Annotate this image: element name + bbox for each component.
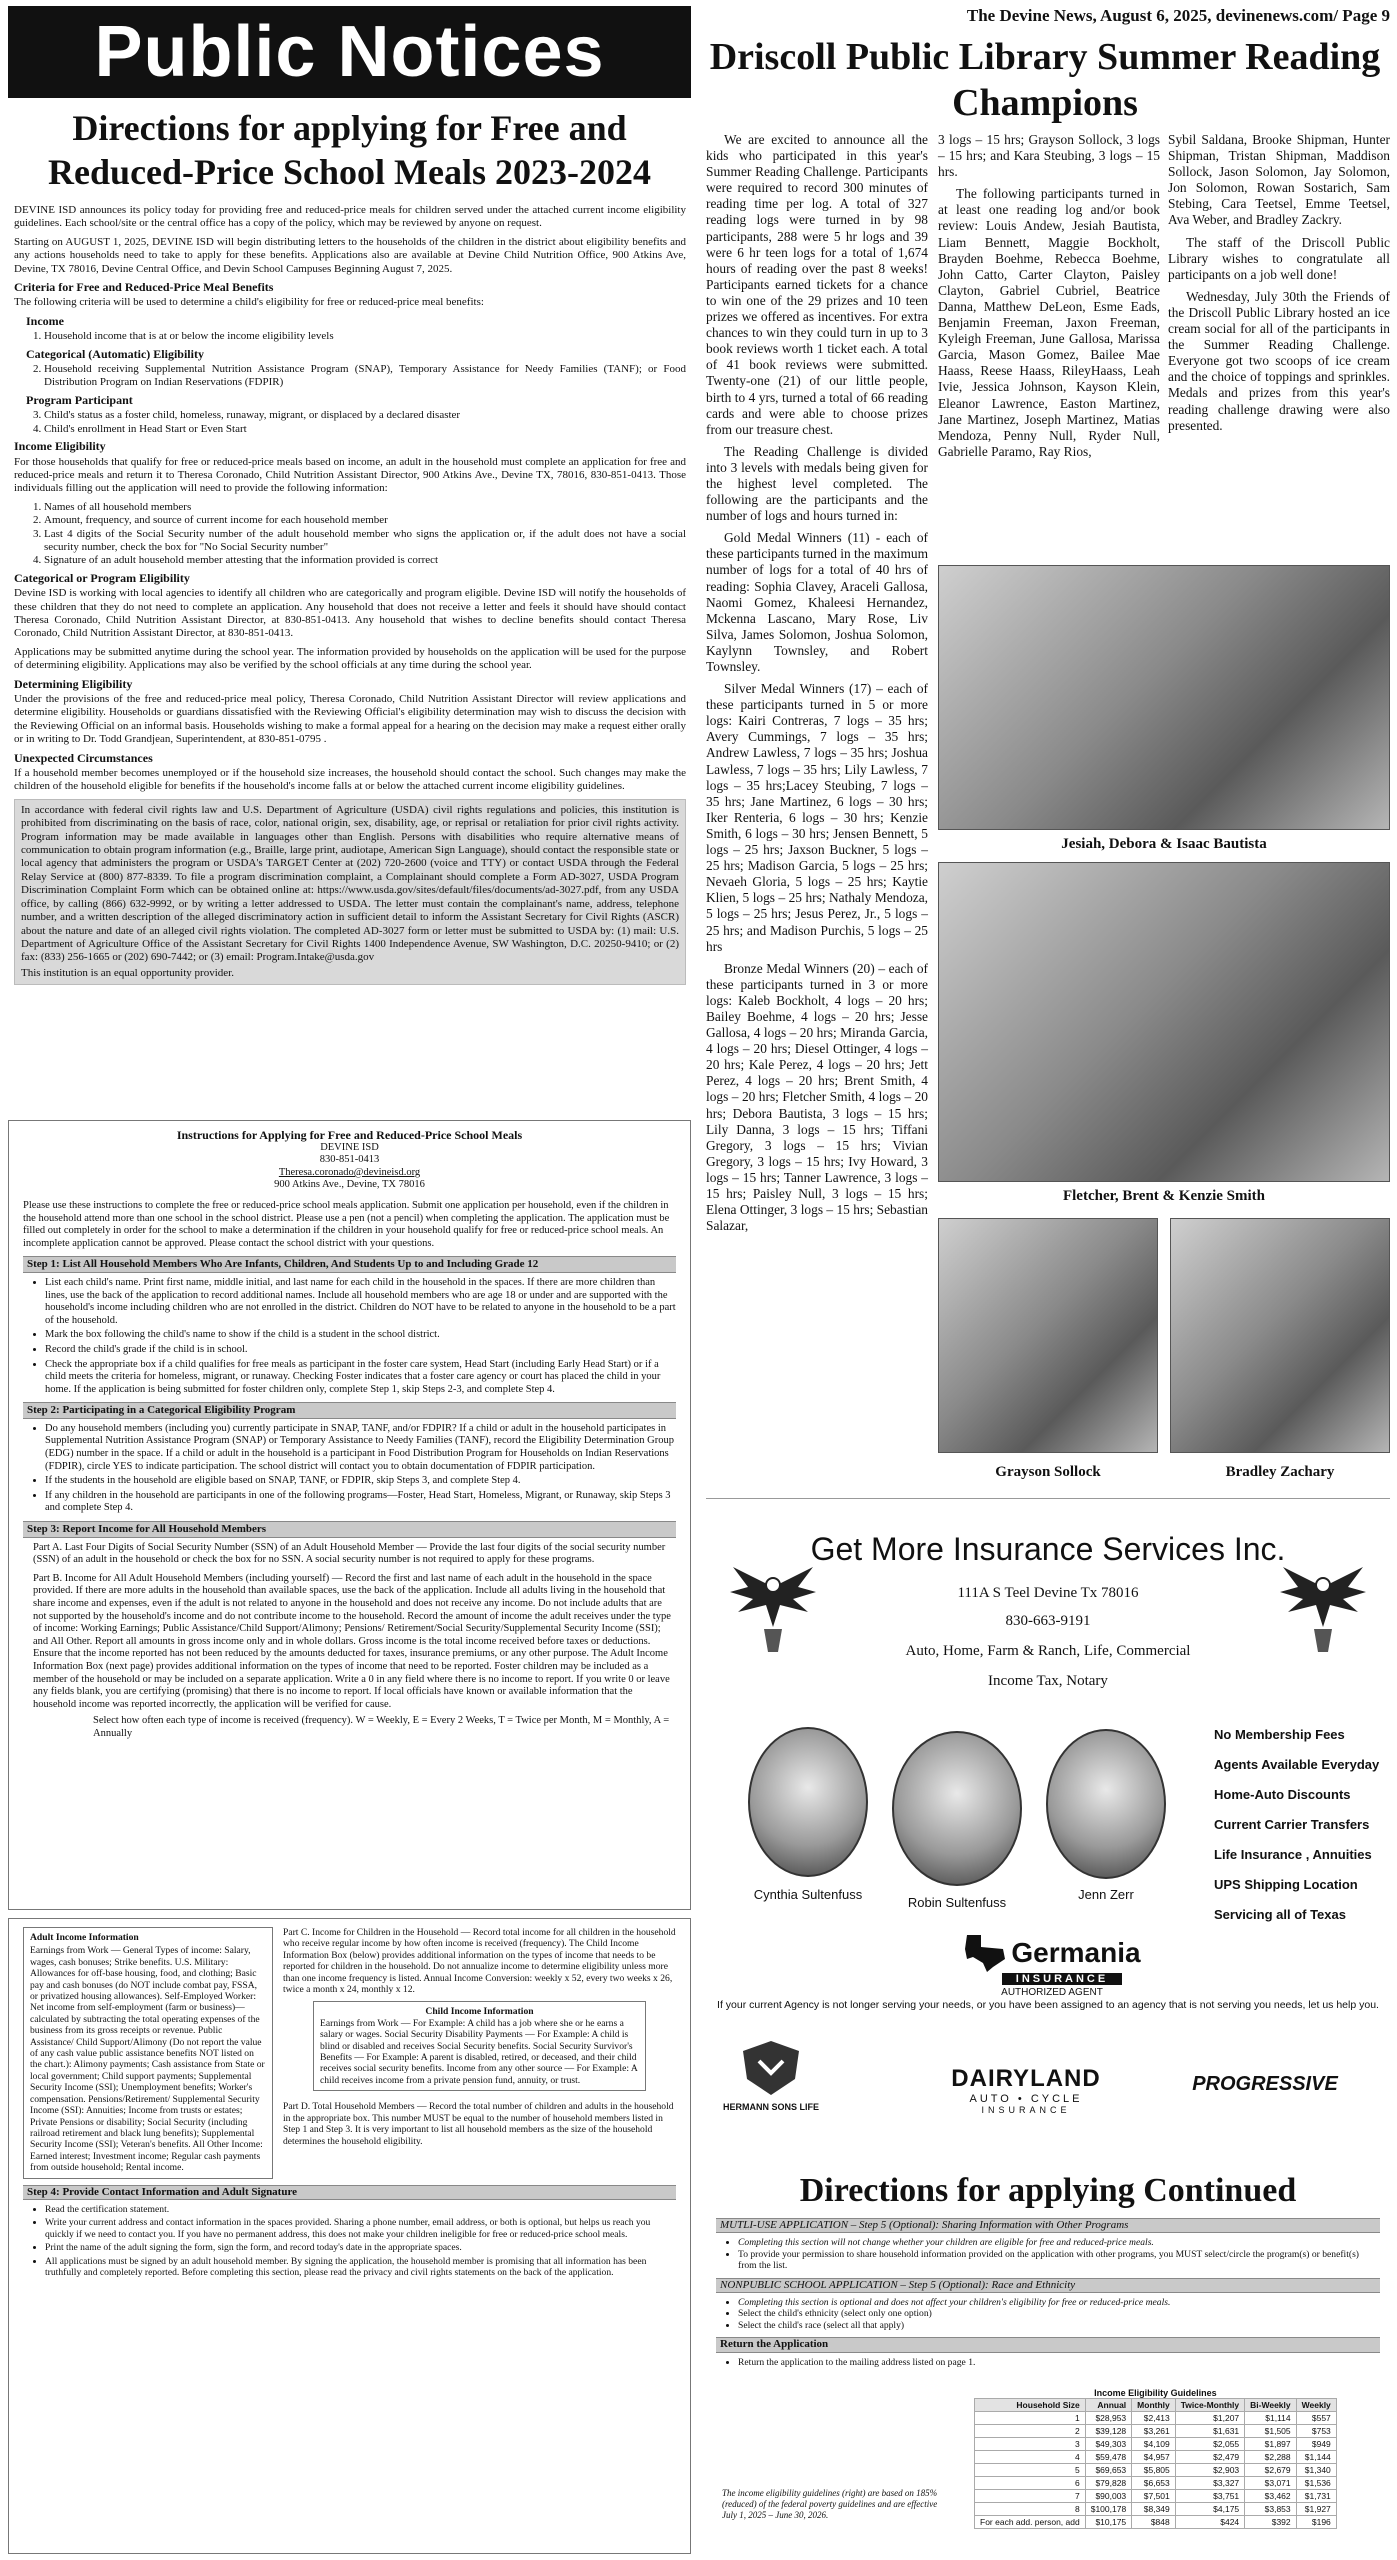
categorical-list: [44, 363, 686, 390]
list-item: • Do any household members (including you) currently participate in SNAP, TANF, and/or FDPIR? If a child or adult in the household participates in Supplemental Nutrition Assistance Program (SNAP) or Temporary Assistance to Needy Families (TANF), record the Eligibility Determination Group (EDG) number in the space. If a child or adult in the household is a participant in Food Distribution Program for Households on Indian Reservations (FDPIR), circle YES to indicate participation. The school district will contact you to obtain documentation of FDPIR participation.: [45, 1423, 676, 1473]
table-header-cell: Twice-Monthly: [1175, 2399, 1244, 2412]
hermann-sons-label: HERMANN SONS LIFE: [722, 2102, 819, 2112]
table-cell: $392: [1245, 2516, 1296, 2529]
table-cell: $1,505: [1245, 2425, 1296, 2438]
eagle-logo-right: [1278, 1557, 1368, 1657]
table-cell: 3: [975, 2438, 1086, 2451]
list-item: 2. Amount, frequency, and source of current income for each household member: [44, 514, 686, 527]
table-cell: $196: [1296, 2516, 1336, 2529]
income-eligibility-list: [44, 501, 686, 568]
intro-paragraph-1: DEVINE ISD announces its policy today for providing free and reduced-price meals for children served under the attached current income eligibility guidelines. Each school/site or the central office has a copy of the policy, which may be reviewed by anyone on request.: [14, 204, 686, 230]
instructions-intro: Please use these instructions to complete the free or reduced-price school meals application. Submit one application per household, even if the children in the household attend more than one school in the school district. Please use a pen (not a pencil) when completing the application. The application must be filled out completely in order for the school to make a determination if the children in your household qualify for free or reduced-price school meals. An incomplete application cannot be approved. Please contact the school district with your questions.: [23, 1199, 670, 1249]
paragraph: The staff of the Driscoll Public Library wishes to congratulate all participants on a job well done!: [1168, 234, 1390, 282]
district-address: 900 Atkins Ave., Devine, TX 78016: [274, 1179, 425, 1191]
dairyland-sub-2: INSURANCE: [981, 2105, 1071, 2115]
agency-tax: Income Tax, Notary: [988, 1673, 1108, 1689]
table-note: The income eligibility guidelines (right) are based on 185% (reduced) of the federal poverty guidelines and are effective July 1, 2025 – June 30, 2026.: [722, 2488, 938, 2520]
step-4-bar: Step 4: Provide Contact Information and Adult Signature: [23, 2185, 676, 2200]
step-5-nonpublic-bar: NONPUBLIC SCHOOL APPLICATION – Step 5 (Optional): Race and Ethnicity: [716, 2278, 1380, 2293]
income-guidelines: [974, 2388, 1337, 2529]
adult-income-box: [23, 1927, 273, 2179]
table-cell: $1,536: [1296, 2477, 1336, 2490]
paragraph: Silver Medal Winners (17) – each of these participants turned in 5 or more logs: Kairi Contreras, 7 logs – 35 hrs; Avery Cummings, 7 logs – 35 hrs; Andrew Lawless, 7 logs – 35 hrs; Joshua Lawless, 7 logs – 35 hrs; Lily Lawless, 7 logs – 35 hrs;Lacey Steubing, 7 logs – 35 hrs; Jane Martinez, 6 logs – 30 hrs; Iker Renteria, 6 logs – 30 hrs; Kenzie Smith, 6 logs – 30 hrs; Jensen Bennett, 5 logs – 25 hrs; Jaxson Buckner, 5 logs – 25 hrs; Madison Garcia, 5 logs – 25 hrs; Nevaeh Gloria, 5 logs – 25 hrs; Kaytie Klien, 5 logs – 25 hrs; Nathaly Mendoza, 5 logs – 25 hrs; Jesus Perez, Jr., 5 logs – 25 hrs; and Madison Purchis, 5 logs – 25 hrs: [706, 681, 928, 954]
table-cell: $949: [1296, 2438, 1336, 2451]
list-item: • List each child's name. Print first name, middle initial, and last name for each child in the household in the spaces. If there are more children than lines, use the back of the application to record additional names. Include all household members who are age 18 or under and are supported with the household's income including children who are not enrolled in the district. Children do NOT have to be related to anyone in the household to be a part of the household.: [45, 1277, 676, 1327]
district-email[interactable]: Theresa.coronado@devineisd.org: [278, 1166, 421, 1178]
table-cell: $557: [1296, 2412, 1336, 2425]
table-header-cell: Household Size: [975, 2399, 1086, 2412]
table-cell: 1: [975, 2412, 1086, 2425]
table-cell: $2,413: [1132, 2412, 1176, 2425]
caption-sollock: Grayson Sollock: [995, 1464, 1101, 1480]
table-cell: $1,114: [1245, 2412, 1296, 2425]
step-5-multi-use-list: [738, 2237, 1380, 2271]
income-eligibility-paragraph: For those households that qualify for free or reduced-price meals based on income, an adult in the household must complete an application for free and reduced-price meals and return it to Theresa Coronado, Child Nutrition Assistant Director, 900 Atkins Ave., Devine TX, 78016, 830-851-0413. Those individuals filling out the application will need to provide the following information:: [14, 455, 686, 495]
categorical-program-heading: Categorical or Program Eligibility: [14, 570, 190, 585]
income-eligibility-table: [974, 2398, 1337, 2529]
table-cell: $49,303: [1085, 2438, 1131, 2451]
dairyland-sub: AUTO • CYCLE: [969, 2093, 1083, 2105]
table-cell: $3,071: [1245, 2477, 1296, 2490]
germania-sub: INSURANCE: [1002, 1973, 1122, 1985]
person-name: Robin Sultenfuss: [907, 1895, 1007, 1910]
step-5-nonpublic-list: [738, 2297, 1380, 2331]
photo-bautista: [938, 565, 1390, 830]
table-cell: 7: [975, 2490, 1086, 2503]
table-row: [975, 2516, 1337, 2529]
adult-income-box-title: Adult Income Information: [30, 1932, 139, 1943]
list-item: • To provide your permission to share household information provided on the application with other programs, you MUST select/circle the program(s) or benefit(s) from the list.: [738, 2249, 1380, 2272]
table-cell: $69,653: [1085, 2464, 1131, 2477]
table-cell: For each add. person, add: [975, 2516, 1086, 2529]
table-row: [975, 2451, 1337, 2464]
table-row: [975, 2477, 1337, 2490]
table-cell: $39,128: [1085, 2425, 1131, 2438]
return-list: [738, 2357, 1380, 2368]
table-cell: $1,731: [1296, 2490, 1336, 2503]
texas-shape-icon: [963, 1933, 1007, 1973]
avatar: [892, 1731, 1022, 1886]
table-cell: $5,805: [1132, 2464, 1176, 2477]
table-cell: $3,462: [1245, 2490, 1296, 2503]
library-column-3: [1168, 132, 1390, 440]
table-cell: $3,327: [1175, 2477, 1244, 2490]
income-list: [44, 330, 686, 343]
determining-eligibility-heading: Determining Eligibility: [14, 676, 133, 691]
table-cell: $4,175: [1175, 2503, 1244, 2516]
part-b-frequency: Select how often each type of income is received (frequency). W = Weekly, E = Every 2 Weeks, T = Twice per Month, M = Monthly, A = Annually: [93, 1715, 670, 1739]
table-cell: $1,631: [1175, 2425, 1244, 2438]
table-cell: $100,178: [1085, 2503, 1131, 2516]
criteria-paragraph: The following criteria will be used to determine a child's eligibility for free or reduced-price meal benefits:: [14, 296, 484, 309]
feature-item: Home-Auto Discounts: [1214, 1787, 1351, 1802]
table-cell: $90,003: [1085, 2490, 1131, 2503]
table-cell: 8: [975, 2503, 1086, 2516]
program-heading: Program Participant: [26, 392, 133, 407]
agency-notice: If your current Agency is not longer serving your needs, or you have been assigned to an agency that is not serving you needs, let us help you.: [717, 1999, 1379, 2011]
list-item: • If the students in the household are eligible based on SNAP, TANF, or FDPIR, skip Steps 3, and complete Step 4.: [45, 1475, 676, 1488]
table-cell: $848: [1132, 2516, 1176, 2529]
list-item: • All applications must be signed by an adult household member. By signing the application, the household member is promising that all information has been truthfully and completely reported. Before completing this section, please read the privacy and civil rights statements on the back of the application.: [45, 2256, 676, 2279]
list-item: • Select the child's race (select all that apply): [738, 2320, 1380, 2331]
instructions-form: [8, 1120, 691, 1910]
return-application-bar: Return the Application: [716, 2337, 1380, 2352]
authorized-agent: AUTHORIZED AGENT: [1001, 1987, 1103, 1998]
step-1-bar: Step 1: List All Household Members Who Are Infants, Children, And Students Up to and Including Grade 12: [23, 1256, 676, 1273]
table-cell: $59,478: [1085, 2451, 1131, 2464]
criteria-heading: Criteria for Free and Reduced-Price Meal Benefits: [14, 280, 274, 295]
table-cell: $1,897: [1245, 2438, 1296, 2451]
list-item: 2. Household receiving Supplemental Nutrition Assistance Program (SNAP), Temporary Assistance for Needy Families (TANF); or Food Distribution Program on Indian Reservations (FDPIR): [44, 363, 686, 390]
table-cell: $7,501: [1132, 2490, 1176, 2503]
list-item: • Return the application to the mailing address listed on page 1.: [738, 2357, 1380, 2368]
child-income-box-title: Child Income Information: [425, 2006, 534, 2018]
step-5-multi-use-bar: MUTLI-USE APPLICATION – Step 5 (Optional): Sharing Information with Other Programs: [716, 2218, 1380, 2233]
step-2-list: [45, 1423, 676, 1515]
dairyland-logo: [926, 2065, 1126, 2115]
table-cell: $10,175: [1085, 2516, 1131, 2529]
photo-smith: [938, 862, 1390, 1182]
step-3-bar: Step 3: Report Income for All Household Members: [23, 1521, 676, 1538]
unexpected-circumstances-heading: Unexpected Circumstances: [14, 750, 153, 765]
paragraph: The Reading Challenge is divided into 3 levels with medals being given for the highest level completed. The following are the participants and the number of logs and hours turned in:: [706, 443, 928, 524]
table-cell: $79,828: [1085, 2477, 1131, 2490]
list-item: 4. Signature of an adult household member attesting that the information provided is correct: [44, 554, 686, 567]
table-cell: $8,349: [1132, 2503, 1176, 2516]
avatar: [1046, 1729, 1166, 1879]
list-item: • Record the child's grade if the child is in school.: [45, 1344, 676, 1357]
table-header-cell: Bi-Weekly: [1245, 2399, 1296, 2412]
list-item: • Select the child's ethnicity (select only one option): [738, 2308, 1380, 2319]
part-d-text: Part D. Total Household Members — Record the total number of children and adults in the household in the appropriate box. This number MUST be equal to the number of household members listed in Step 1 and Step 3. It is very important to list all household members as the size of the household determines the household eligibility.: [283, 2101, 674, 2147]
person-name: Jenn Zerr: [1078, 1887, 1134, 1902]
adult-income-box-text: Earnings from Work — General Types of income: Salary, wages, cash bonuses; Strike benefits. U.S. Military: Allowances for off-base housing, food, and clothing; Basic pay and cash bonuses (do NOT include combat pay, FSSA, or privatized housing allowances). Self-Employed Worker: Net income from self-employment (farm or business)—calculated by subtracting the total operating expenses of the business from its gross receipts or revenue. Public Assistance/ Child Support/Alimony (Do not report the value of any cash value public assistance benefits NOT listed on the chart.): Alimony payments; Cash assistance from State or local government; Child support payments; Supplemental Security Income (SSI); Unemployment benefits; Worker's compensation. Pensions/Retirement/ Supplemental Security Income (SSI): Annuities; Income from trusts or estates; Private Pensions or disability; Social Security (including railroad retirement and black lung benefits); Supplemental Security Income (SSI); Veteran's benefits. All Other Income: Earned interest; Investment income; Regular cash payments from outside household; Rental income.: [30, 1945, 265, 2174]
paragraph: The following participants turned in at least one reading log and/or book review: Louis Andew, Jesiah Bautista, Liam Bennett, Maggie Bockholt, Brayden Boehme, Rebecca Boehme, John Catto, Carter Clayton, Paisley Clayton, Gabriel Cubriel, Beatrice Danna, Matthew DeLeon, Esme Eads, Benjamin Freeman, Jaxon Freeman, Kyleigh Freeman, June Gallosa, Marissa Garcia, Mason Gomez, Bailee Mae Haass, Reese Haass, RileyHaass, Leah Ivie, Jessica Johnson, Kayson Klein, Eleanor Lawrence, Easton Martinez, Jane Martinez, Joseph Martinez, Matias Mendoza, Penny Null, Ryder Null, Gabrielle Paramo, Ray Rios,: [938, 186, 1160, 459]
determining-eligibility-paragraph: Under the provisions of the free and reduced-price meal policy, Theresa Coronado, Child Nutrition Assistant Director will review applications and determine eligibility. Households or guardians dissatisfied with the Reviewing Official's eligibility determination may wish to discuss the decision with the Reviewing Official on an informal basis. Households wishing to make a formal appeal for a hearing on the decision may make a request either orally or in writing to Dr. Todd Grandjean, Superintendent, at 830-851-0795 .: [14, 693, 686, 746]
caption-zachary: Bradley Zachary: [1225, 1464, 1335, 1480]
child-income-box-text: Earnings from Work — For Example: A child has a job where she or he earns a salary or wages. Social Security Disability Payments — For Example: A child is blind or disabled and receives Social Security benefits. Social Security Survivor's Benefits — For Example: A parent is disabled, retired, or deceased, and their child receives social security benefits. Income from any other source — For Example: A child receives income from a private pension fund, annuity, or trust.: [320, 2017, 638, 2086]
table-cell: 4: [975, 2451, 1086, 2464]
paragraph: Sybil Saldana, Brooke Shipman, Hunter Shipman, Tristan Shipman, Maddison Sollock, Jason Solomon, Jay Solomon, Jon Solomon, Rowan Sostarich, Sam Stebing, Cara Teetsel, Emme Teetsel, Ava Weber, and Bradley Zackry.: [1168, 132, 1390, 228]
district-phone: 830-851-0413: [319, 1154, 380, 1166]
table-cell: $3,261: [1132, 2425, 1176, 2438]
part-b-text: Part B. Income for All Adult Household Members (including yourself) — Record the first and last name of each adult in the household in the space provided. If there are more adults in the household than available spaces, use the back of the application. Include all adults living in the household that share income and expenses, even if the adult is not related to anyone in the household and does not receive any income. Do not include adults that are not supported by the household's income and do not contribute income to the household. Record the amount of income the adult receives under the type of income: Working Earnings; Public Assistance/Child Support/Alimony; Pensions/ Retirement/Social Security/Supplemental Security Income (SSI); and All Other. Report all amounts in gross income only and in whole dollars. Gross income is the total income received before taxes or deductions. Ensure that the income reported has not been reduced by the amounts deducted for taxes, insurance premiums, or any other purpose. The Adult Income Information Box (next page) provides additional information on the types of income that need to be reported. Foster children may be included as a member of the household or may be included on a separate application. Write a 0 in any field where there is no income to report. If you write 0 or leave any fields blank, you are certifying (promising) that there is no income to report. If local officials have known or available information that the household income was reported incorrectly, the application will be verified for cause.: [33, 1572, 671, 1710]
library-column-1: [706, 132, 928, 1240]
table-row: [975, 2503, 1337, 2516]
table-header-cell: Weekly: [1296, 2399, 1336, 2412]
part-c-text: Part C. Income for Children in the Household — Record total income for all children in the household who receive regular income by how often income is received (frequency). The Child Income Information Box (below) provides additional information on the types of income that needs to be reported for children in the household. Do not annualize income to determine eligibility unless more than one income frequency is listed. Annual Income Conversion: weekly x 52, every two weeks x 26, twice a month x 24, monthly x 12.: [283, 1927, 676, 1996]
unexpected-circumstances-paragraph: If a household member becomes unemployed or if the household size increases, the household should contact the school. Such changes may make the children of the household eligible for benefits if the household's income falls at or below the attached current income eligibility guidelines.: [14, 767, 686, 793]
step-4-list: [45, 2204, 676, 2278]
germania-logo: [942, 1933, 1162, 1998]
table-cell: $424: [1175, 2516, 1244, 2529]
part-a-text: Part A. Last Four Digits of Social Security Number (SSN) of an Adult Household Member — Provide the last four digits of the social security number (SSN) of an adult in the household or check the box for no SSN. A social security number is not required to apply for these programs.: [33, 1541, 666, 1566]
list-item: 4. Child's enrollment in Head Start or Even Start: [44, 423, 686, 436]
agency-phone: 830-663-9191: [1005, 1613, 1091, 1629]
continued-title: Directions for applying Continued: [799, 2172, 1297, 2209]
table-row: [975, 2490, 1337, 2503]
table-header-cell: Monthly: [1132, 2399, 1176, 2412]
instructions-form-continued: [8, 1918, 691, 2554]
table-cell: $753: [1296, 2425, 1336, 2438]
feature-item: Servicing all of Texas: [1214, 1907, 1346, 1922]
directions-notice: [14, 204, 686, 985]
photo-sollock: [938, 1218, 1158, 1453]
directions-title: Directions for applying for Free and Reduced-Price School Meals 2023-2024: [48, 108, 651, 192]
list-item: • If any children in the household are participants in one of the following programs—Foster, Head Start, Homeless, Migrant, or Runaway, skip Steps 3 and complete Step 4.: [45, 1490, 676, 1515]
table-cell: $4,957: [1132, 2451, 1176, 2464]
table-row: [975, 2412, 1337, 2425]
table-header-cell: Annual: [1085, 2399, 1131, 2412]
table-row: [975, 2438, 1337, 2451]
list-item: 3. Child's status as a foster child, homeless, runaway, migrant, or displaced by a declared disaster: [44, 409, 686, 422]
list-item: 1. Names of all household members: [44, 501, 686, 514]
table-cell: 6: [975, 2477, 1086, 2490]
paragraph: We are excited to announce all the kids who participated in this year's Summer Reading Challenge. Participants were required to record 300 minutes of reading time per log. A total of 327 reading logs were turned in by 98 participants, 288 were 5 hr logs and 39 were 6 hr teen logs for a total of 1,674 hours of reading over the past 8 weeks! Participants earned tickets for a chance to win one of the 29 prizes and 10 teen prizes we offered as incentives. For extra chances to win they could turn in up to 3 book reviews worth 1 ticket each. A total of 41 book reviews were submitted. Twenty-one (21) of our little people, birth to 4 yrs, turned a total of 66 reading cards and were able to choose prizes from our treasure chest.: [706, 132, 928, 437]
table-cell: $2,903: [1175, 2464, 1244, 2477]
step-2-bar: Step 2: Participating in a Categorical Eligibility Program: [23, 1402, 676, 1419]
paragraph: Wednesday, July 30th the Friends of the Driscoll Public Library hosted an ice cream social for all of the participants in the Summer Reading Challenge. Everyone got two scoops of ice cream and the choice of toppings and sprinkles. Medals and prizes from this year's reading challenge drawing were also presented.: [1168, 288, 1390, 433]
income-guidelines-title: Income Eligibility Guidelines: [1094, 2388, 1217, 2398]
table-cell: $1,340: [1296, 2464, 1336, 2477]
feature-item: Life Insurance , Annuities: [1214, 1847, 1372, 1862]
list-item: • Read the certification statement.: [45, 2204, 676, 2215]
feature-item: Agents Available Everyday: [1214, 1757, 1380, 1772]
agency-address: 111A S Teel Devine Tx 78016: [957, 1585, 1139, 1601]
table-cell: $28,953: [1085, 2412, 1131, 2425]
table-cell: $4,109: [1132, 2438, 1176, 2451]
income-heading: Income: [26, 313, 64, 328]
library-column-2: [938, 132, 1160, 466]
instructions-title: Instructions for Applying for Free and Reduced-Price School Meals: [176, 1128, 523, 1142]
nondiscrimination-text: In accordance with federal civil rights law and U.S. Department of Agriculture (USDA) civil rights regulations and policies, this institution is prohibited from discriminating on the basis of race, color, national origin, sex, disability, age, or reprisal or retaliation for prior civil rights activity. Program information may be made available in languages other than English. Persons with disabilities who require alternative means of communication to obtain program information (e.g., Braille, large print, audiotape, American Sign Language), should contact the responsible state or local agency that administers the program or USDA's TARGET Center at (202) 720-2600 (voice and TTY) or contact USDA through the Federal Relay Service at (800) 877-8339. To file a program discrimination complaint, a Complainant should complete a Form AD-3027, USDA Program Discrimination Complaint Form which can be obtained online at: https://www.usda.gov/sites/default/files/documents/ad-3027.pdf, from any USDA office, by calling (866) 632-9992, or by writing a letter addressed to USDA. The letter must contain the complainant's name, address, telephone number, and a written description of the alleged discriminatory action in sufficient detail to inform the Assistant Secretary for Civil Rights (ASCR) about the nature and date of an alleged civil rights violation. The completed AD-3027 form or letter must be submitted to USDA by: (1) mail: U.S. Department of Agriculture Office of the Assistant Secretary for Civil Rights 1400 Independence Avenue, SW Washington, D.C. 20250-9410; or (2) fax: (833) 256-1665 or (202) 690-7442; or (3) email: Program.Intake@usda.gov: [21, 803, 679, 964]
table-cell: $2,055: [1175, 2438, 1244, 2451]
shield-icon: [739, 2039, 803, 2097]
child-income-box: [313, 2001, 646, 2091]
table-cell: 2: [975, 2425, 1086, 2438]
dairyland-word: DAIRYLAND: [951, 2065, 1101, 2092]
list-item: • Completing this section will not change whether your children are eligible for free and reduced-price meals.: [738, 2237, 1380, 2248]
table-cell: $3,853: [1245, 2503, 1296, 2516]
paragraph: 3 logs – 15 hrs; Grayson Sollock, 3 logs – 15 hrs; and Kara Steubing, 3 logs – 15 hrs.: [938, 132, 1160, 180]
table-cell: $6,653: [1132, 2477, 1176, 2490]
table-cell: $1,144: [1296, 2451, 1336, 2464]
list-item: • Completing this section is optional and does not affect your children's eligibility for free or reduced-price meals.: [738, 2297, 1380, 2308]
equal-opportunity-text: This institution is an equal opportunity provider.: [21, 966, 234, 979]
feature-item: No Membership Fees: [1214, 1727, 1345, 1742]
paragraph: Bronze Medal Winners (20) – each of these participants turned in 3 or more logs: Kaleb Bockholt, 4 logs – 20 hrs; Bailey Boehme, 4 logs – 20 hrs; Jesse Gallosa, 4 logs – 20 hrs; Miranda Garcia, 4 logs – 20 hrs; Diesel Ottinger, 4 logs – 20 hrs; Kale Perez, 4 logs – 20 hrs; Jett Perez, 4 logs – 20 hrs; Brent Smith, 4 logs – 20 hrs; Fletcher Smith, 4 logs – 20 hrs; Debora Bautista, 3 logs – 15 hrs; Lily Danna, 3 logs – 15 hrs; Tiffani Gregory, 3 logs – 15 hrs; Vivian Gregory, 3 logs – 15 hrs; Ivy Howard, 3 logs – 15 hrs; Tanner Lawrence, 3 logs – 15 hrs; Paisley Null, 3 logs – 15 hrs; Elena Ottinger, 3 logs – 15 hrs; Sebastian Salazar,: [706, 960, 928, 1234]
person-name: Cynthia Sultenfuss: [753, 1887, 863, 1902]
feature-item: UPS Shipping Location: [1214, 1877, 1358, 1892]
list-item: • Write your current address and contact information in the spaces provided. Sharing a phone number, email address, or both is optional, but helps us reach you quickly if we need to contact you. If you have no permanent address, this does not make your children ineligible for free or reduced-price school meals.: [45, 2217, 676, 2240]
table-cell: 5: [975, 2464, 1086, 2477]
table-row: [975, 2464, 1337, 2477]
progressive-logo: PROGRESSIVE: [1192, 2073, 1338, 2095]
list-item: 1. Household income that is at or below the income eligibility levels: [44, 330, 686, 343]
feature-item: Current Carrier Transfers: [1214, 1817, 1370, 1832]
agency-lines: Auto, Home, Farm & Ranch, Life, Commercial: [905, 1643, 1191, 1659]
list-item: • Print the name of the adult signing the form, sign the form, and record today's date in the appropriate spaces.: [45, 2242, 676, 2253]
list-item: 3. Last 4 digits of the Social Security number of the adult household member who signs the application or, if the adult does not have a social security number, check the box for "No Social Security number": [44, 528, 686, 555]
table-row: [975, 2425, 1337, 2438]
list-item: • Mark the box following the child's name to show if the child is a student in the school district.: [45, 1329, 676, 1342]
table-cell: $2,288: [1245, 2451, 1296, 2464]
nondiscrimination-statement: [14, 799, 686, 985]
categorical-program-paragraph-1: Devine ISD is working with local agencies to identify all children who are categorically and program eligible. Devine ISD will notify the households of these children that they do not need to complete an application. Any household that does not receive a letter and feels it should have should contact Theresa Coronado, Child Nutrition Assistant Director, at 830-851-0413. Any household that wishes to decline benefits should contact Theresa Coronado, Child Nutrition Assistant Director, at 830-851-0413.: [14, 587, 686, 640]
table-cell: $1,207: [1175, 2412, 1244, 2425]
insurance-ad: [706, 1498, 1390, 2170]
categorical-heading: Categorical (Automatic) Eligibility: [26, 346, 204, 361]
paragraph: Gold Medal Winners (11) - each of these participants turned in the maximum number of logs for a total of 40 hrs of reading: Sophia Clavey, Araceli Gallosa, Naomi Gomez, Khaleesi Hernandez, Mckenna Lascano, Mary Rose, Liv Silva, James Solomon, Joshua Solomon, Kaylynn Townsley, and Robert Townsley.: [706, 530, 929, 674]
photo-zachary: [1170, 1218, 1390, 1453]
step-1-list: [45, 1277, 676, 1396]
library-article-title: Driscoll Public Library Summer Reading Champions: [709, 36, 1381, 124]
table-cell: $3,751: [1175, 2490, 1244, 2503]
table-cell: $1,927: [1296, 2503, 1336, 2516]
feature-list: [1214, 1727, 1390, 1937]
public-notices-banner: Public Notices: [8, 6, 691, 98]
caption-bautista: Jesiah, Debora & Isaac Bautista: [1061, 836, 1267, 852]
page-info: The Devine News, August 6, 2025, devinenews.com/ Page 9: [966, 6, 1390, 25]
categorical-program-paragraph-2: Applications may be submitted anytime during the school year. The information provided by households on the application will be used for the purpose of determining eligibility. Applications may also be verified by the school officials at any time during the school year.: [14, 645, 686, 672]
directions-continued: [706, 2172, 1390, 2554]
list-item: • Check the appropriate box if a child qualifies for free meals as participant in the foster care system, Head Start (including Early Head Start) or if a child meets the criteria for homeless, migrant, or runaway. Checking Foster indicates that a foster care agency or court has placed the child in your home. If the application is being submitted for foster children only, complete Step 1, skip Steps 2-3, and complete Step 4.: [45, 1359, 676, 1397]
agency-name: Get More Insurance Services Inc.: [810, 1531, 1286, 1567]
caption-smith: Fletcher, Brent & Kenzie Smith: [1062, 1188, 1266, 1204]
avatar: [748, 1727, 868, 1877]
table-cell: $2,679: [1245, 2464, 1296, 2477]
program-list: [44, 409, 686, 436]
table-cell: $2,479: [1175, 2451, 1244, 2464]
district-name: DEVINE ISD: [320, 1141, 379, 1153]
eagle-logo-left: [728, 1557, 818, 1657]
germania-word: Germania: [1011, 1937, 1141, 1968]
intro-paragraph-2: Starting on AUGUST 1, 2025, DEVINE ISD will begin distributing letters to the households of the children in the district about eligibility benefits and any actions households need to take to apply for these benefits. Applications also are available at Devine Child Nutrition Office, 900 Atkins Ave, Devine, TX 78016, Devine Central Office, and Devin School Campuses Beginning August 7, 2025.: [14, 235, 686, 275]
income-eligibility-heading: Income Eligibility: [14, 439, 106, 454]
hermann-sons-logo: [716, 2039, 826, 2112]
